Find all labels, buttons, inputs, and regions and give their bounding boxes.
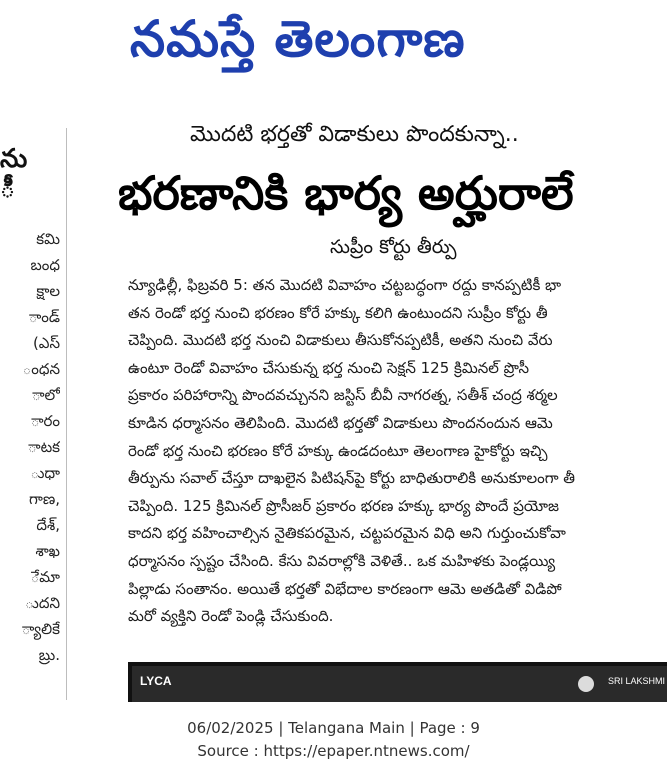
article-body-line: రెండో భర్త నుంచి భరణం కోరే హక్కు ఉండదంటూ తెలంగాణ హైకోర్టు ఇచ్చి — [128, 441, 548, 460]
article-body-line: ధర్మాసనం స్పష్టం చేసింది. కేసు వివరాల్లోకి వెళితే.. ఒక మహిళకు పెండ్లయ్యి — [128, 551, 556, 570]
article-body-line: ఉంటూ రెండో వివాహం చేసుకున్న భర్త నుంచి సెక్షన్ 125 క్రిమినల్ ప్రొసీ — [128, 358, 529, 377]
left-heading-line: ను — [0, 144, 28, 174]
left-column-line: ంధన — [22, 360, 60, 378]
footer — [0, 713, 667, 781]
left-column-line: ాలో — [31, 386, 60, 404]
article-body-line: చెప్పింది. 125 క్రిమినల్ ప్రొసీజర్ ప్రకారం భరణ హక్కు భార్య పొందే ప్రయోజ — [128, 496, 559, 515]
left-column-heading — [0, 144, 60, 204]
left-column-line: (ఎస్ — [32, 334, 60, 352]
masthead — [0, 0, 667, 78]
left-column-line: కమి — [36, 230, 60, 248]
article-body-line: తీర్పును సవాల్ చేస్తూ దాఖలైన పిటిషన్‌పై కోర్టు బాధితురాలికి అనుకూలంగా తీ — [128, 469, 576, 488]
left-column-line: క్షాల — [36, 282, 60, 300]
left-column-line: ాండ్ — [28, 308, 60, 326]
left-column-article — [0, 128, 67, 700]
article-body-line: పిల్లాడు సంతానం. అయితే భర్తతో విభేదాల కారణంగా ఆమె అతడితో విడిపో — [128, 579, 562, 598]
advert-photo — [128, 662, 667, 702]
left-column-line: శాఖ — [35, 542, 60, 560]
article-body-line: తన రెండో భర్త నుంచి భరణం కోరే హక్కు కలిగి ఉంటుందని సుప్రీం కోర్టు తీ — [128, 303, 548, 322]
footer-source-line: Source : https://epaper.ntnews.com/ — [197, 742, 470, 760]
article-body-line: కూడిన ధర్మాసనం తెలిపింది. మొదటి భర్తతో విడాకులు పొందనందున ఆమె — [128, 413, 553, 432]
left-column-line: బ్రు. — [38, 646, 60, 664]
article-body — [128, 272, 667, 642]
article-body-line: మరో వ్యక్తిని రెండో పెండ్లి చేసుకుంది. — [128, 607, 334, 626]
left-column-line: ారం — [30, 412, 60, 430]
left-column-line: ాటక — [28, 438, 60, 456]
left-column-line: ుధా — [30, 464, 60, 482]
article-body-line: న్యూఢిల్లీ, ఫిబ్రవరి 5: తన మొదటి వివాహం చట్టబద్ధంగా రద్దు కానప్పటికీ భా — [128, 276, 562, 294]
article-subhead: సుప్రీం కోర్టు తీర్పు — [330, 236, 457, 258]
article-body-line: చెప్పింది. మొదటి భర్త నుంచి విడాకులు తీసుకోనప్పటికీ, అతని నుంచి వేరు — [128, 331, 553, 350]
article-kicker: మొదటి భర్తతో విడాకులు పొందకున్నా.. — [190, 122, 519, 147]
masthead-title: నమస్తే తెలంగాణ — [130, 10, 466, 68]
left-column-line: గాణ, — [29, 490, 60, 508]
lyca-logo: LYCA — [140, 674, 172, 688]
left-column-line: ్యాలికే — [21, 620, 60, 638]
left-column-line: ేమా — [30, 568, 60, 586]
left-column-line: ుదని — [25, 594, 60, 612]
left-column-line: దేశ్, — [36, 516, 60, 534]
article-headline: భరణానికి భార్య అర్హురాలే — [118, 166, 574, 220]
emblem-icon — [578, 676, 594, 692]
article-body-line: ప్రకారం పరిహారాన్ని పొందవచ్చునని జస్టిస్ బీవీ నాగరత్న, సతీశ్ చంద్ర శర్మల — [128, 386, 558, 405]
footer-date-line: 06/02/2025 | Telangana Main | Page : 9 — [187, 719, 480, 737]
left-heading-line: ీ — [0, 174, 16, 204]
srilakshmi-logo: SRI LAKSHMI — [608, 676, 666, 686]
article-body-line: కాదని భర్త వహించాల్సిన నైతికపరమైన, చట్టపరమైన విధి అని గుర్తుంచుకోవా — [128, 524, 566, 543]
left-column-line: బంధ — [30, 256, 60, 274]
